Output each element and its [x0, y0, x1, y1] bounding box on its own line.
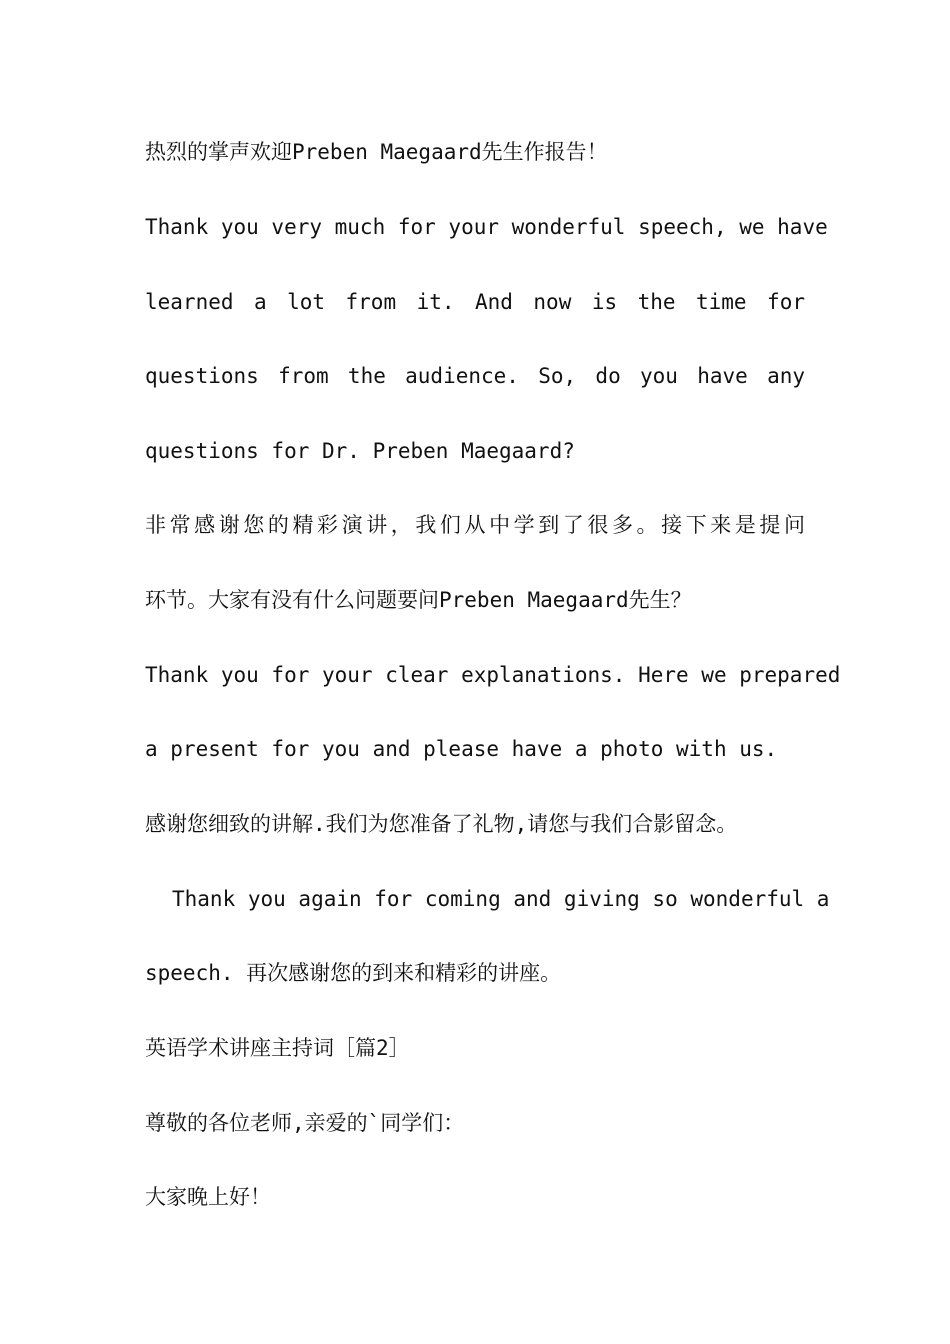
- text-line: 环节。大家有没有什么问题要问Preben Maegaard先生？: [145, 588, 692, 612]
- section-heading: 英语学术讲座主持词［篇2］: [145, 1036, 410, 1060]
- text-line: Thank you again for coming and giving so wonderful a: [172, 887, 830, 911]
- text-line: 大家晚上好！: [145, 1185, 271, 1209]
- text-line: 感谢您细致的讲解.我们为您准备了礼物,请您与我们合影留念。: [145, 812, 738, 836]
- text-line: questions from the audience. So, do you have any: [145, 364, 805, 388]
- text-line: a present for you and please have a photo with us.: [145, 737, 778, 761]
- text-line: speech. 再次感谢您的到来和精彩的讲座。: [145, 961, 562, 985]
- text-line: Thank you for your clear explanations. Here we prepared: [145, 663, 841, 687]
- text-line: 非常感谢您的精彩演讲，我们从中学到了很多。接下来是提问: [145, 513, 805, 537]
- text-line: 热烈的掌声欢迎Preben Maegaard先生作报告！: [145, 140, 608, 164]
- text-line: 尊敬的各位老师,亲爱的`同学们：: [145, 1111, 465, 1135]
- text-line: learned a lot from it. And now is the time for: [145, 290, 805, 314]
- text-line: questions for Dr. Preben Maegaard?: [145, 439, 575, 463]
- text-line: Thank you very much for your wonderful speech, we have: [145, 215, 828, 239]
